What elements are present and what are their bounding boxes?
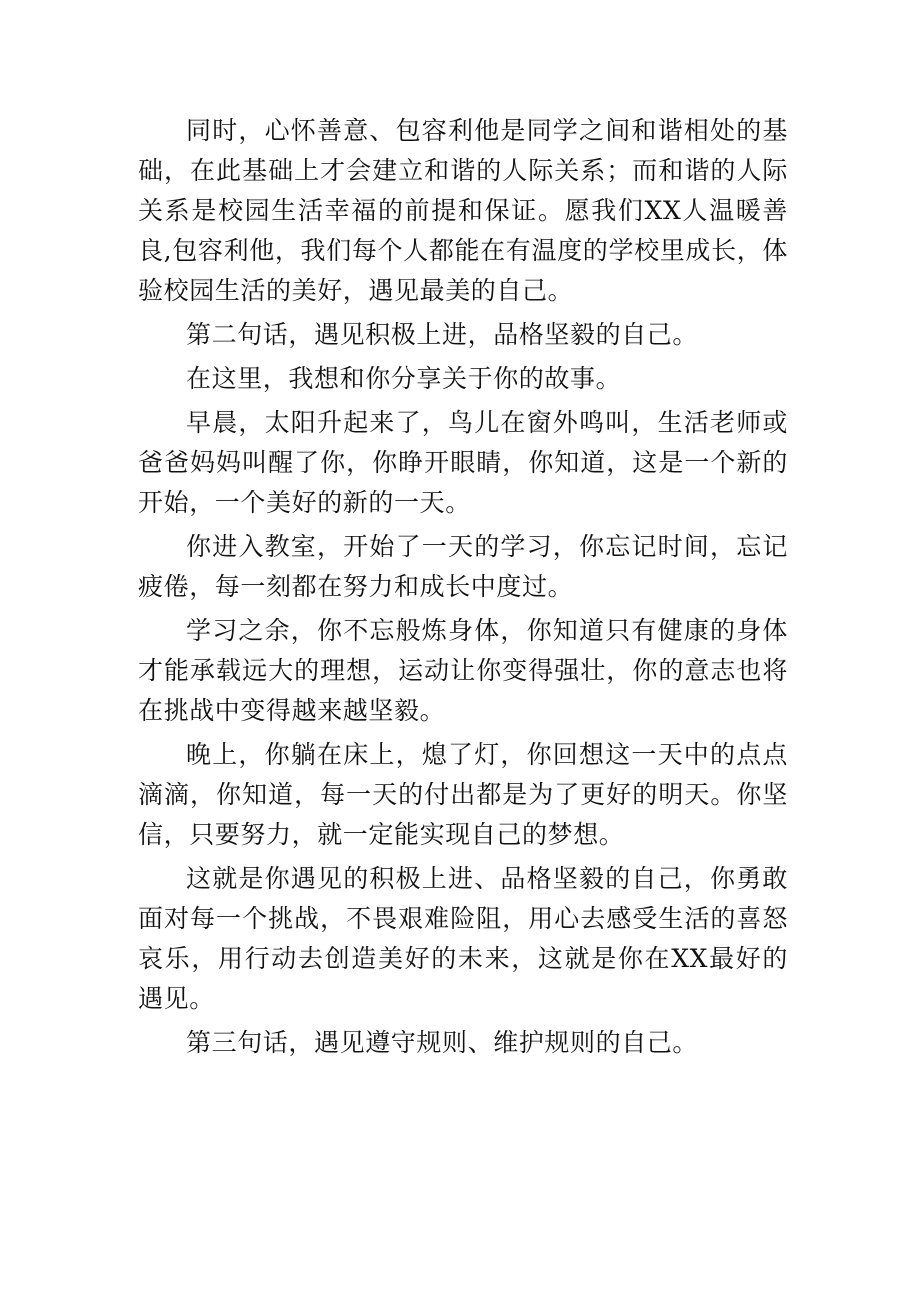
paragraph: 早晨，太阳升起来了，鸟儿在窗外鸣叫，生活老师或爸爸妈妈叫醒了你，你睁开眼睛，你知道，这是一个新的开始，一个美好的新的一天。 bbox=[138, 408, 788, 517]
paragraph: 在这里，我想和你分享关于你的故事。 bbox=[186, 364, 622, 393]
document-body bbox=[138, 111, 788, 1067]
paragraph: 第三句话，遇见遵守规则、维护规则的自己。 bbox=[186, 1028, 699, 1057]
paragraph: 你进入教室，开始了一天的学习，你忘记时间，忘记疲倦，每一刻都在努力和成长中度过。 bbox=[138, 532, 788, 601]
paragraph: 这就是你遇见的积极上进、品格坚毅的自己，你勇敢面对每一个挑战，不畏艰难险阻，用心去感受生活的喜怒哀乐，用行动去创造美好的未来，这就是你在XX最好的遇见。 bbox=[138, 864, 788, 1013]
paragraph: 同时，心怀善意、包容利他是同学之间和谐相处的基础，在此基础上才会建立和谐的人际关系；而和谐的人际关系是校园生活幸福的前提和保证。愿我们XX人温暖善良,包容利他，我们每个人都能在有温度的学校里成长，体验校园生活的美好，遇见最美的自己。 bbox=[138, 116, 788, 305]
paragraph: 晚上，你躺在床上，熄了灯，你回想这一天中的点点滴滴，你知道，每一天的付出都是为了更好的明天。你坚信，只要努力，就一定能实现自己的梦想。 bbox=[138, 740, 788, 849]
paragraph: 学习之余，你不忘般炼身体，你知道只有健康的身体才能承载远大的理想，运动让你变得强壮，你的意志也将在挑战中变得越来越坚毅。 bbox=[138, 616, 788, 725]
paragraph: 第二句话，遇见积极上进，品格坚毅的自己。 bbox=[186, 320, 699, 349]
